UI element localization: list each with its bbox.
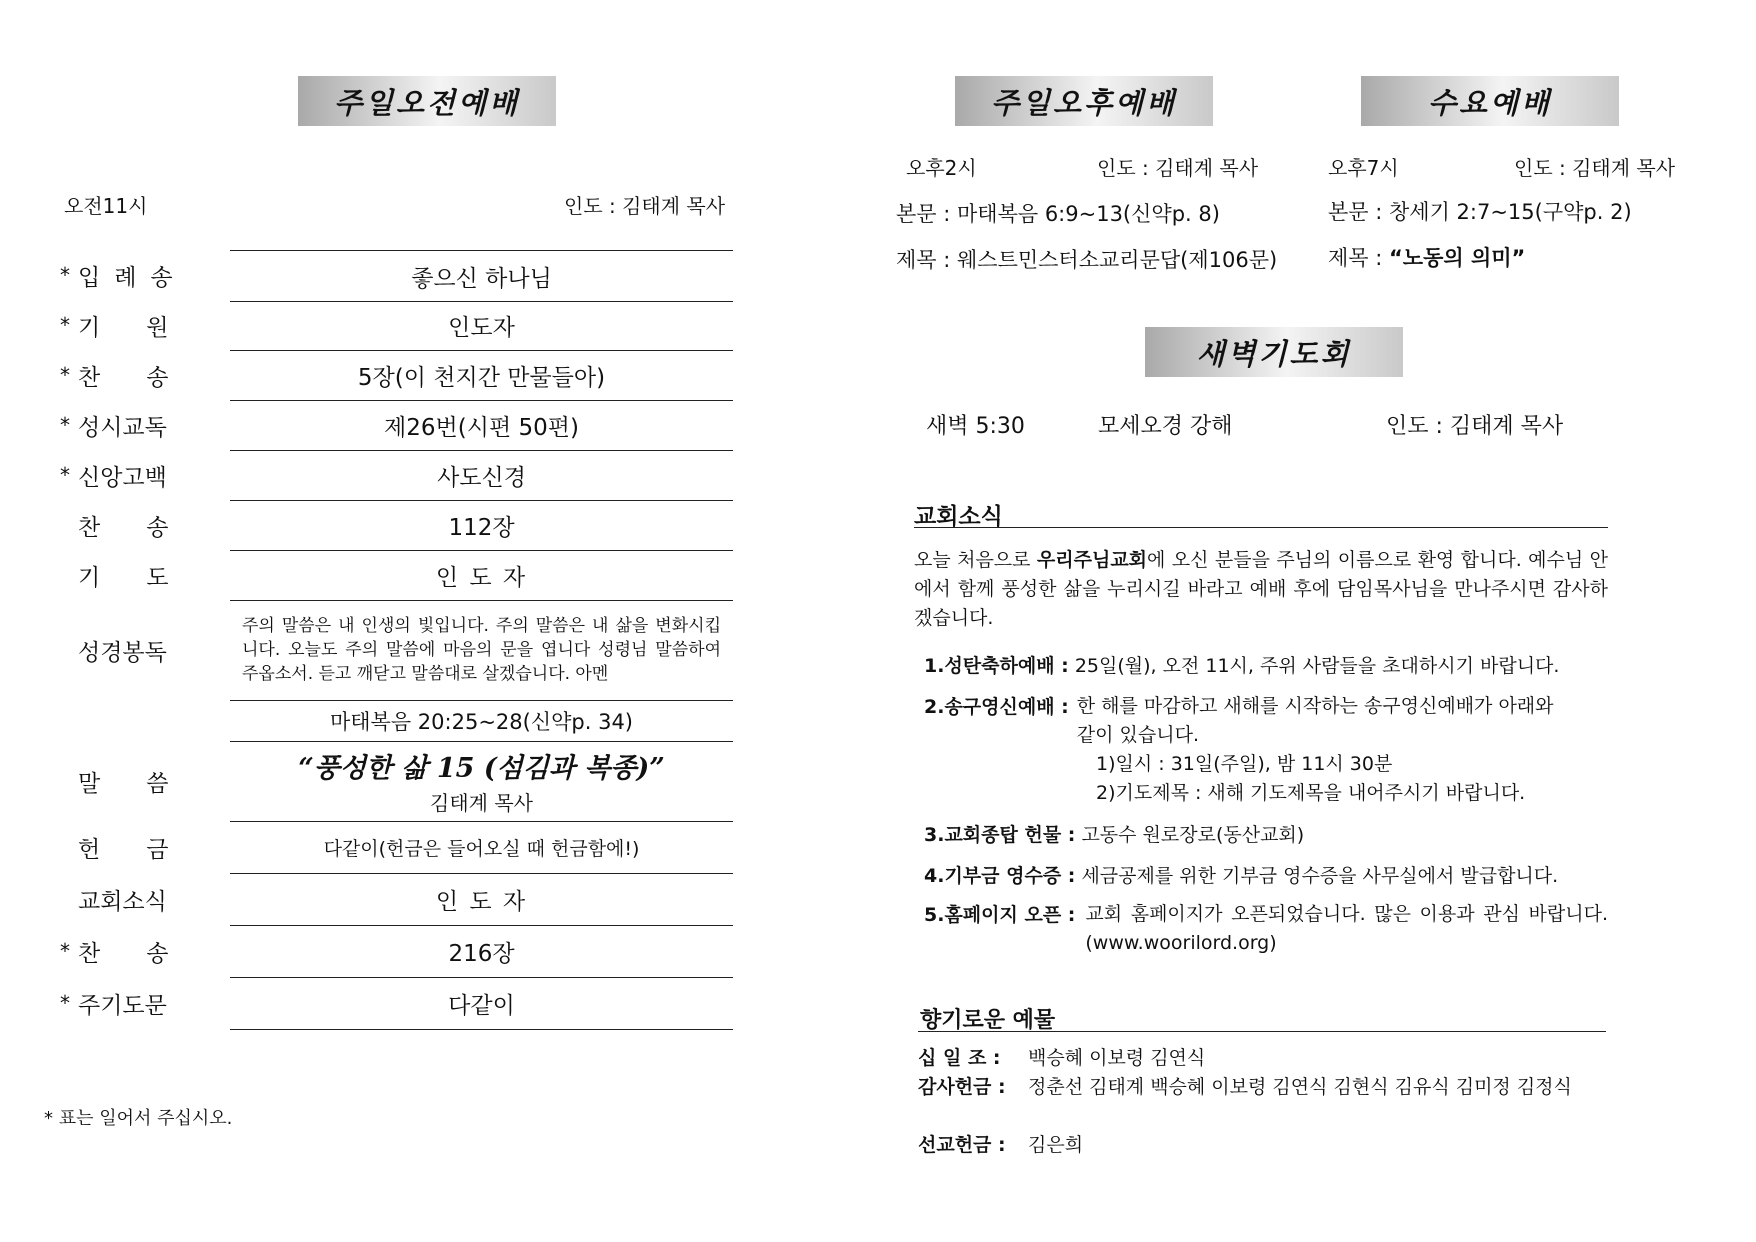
order-row-scripture xyxy=(60,600,730,700)
order-label: 찬송 xyxy=(78,514,215,541)
order-value: 112장 xyxy=(230,500,733,551)
order-value: 다같이(헌금은 들어오실 때 헌금함에!) xyxy=(230,821,733,874)
order-label: 성경봉독 xyxy=(78,639,167,666)
order-row xyxy=(60,873,730,925)
afternoon-text: 본문 : 마태복음 6:9~13(신약p. 8) xyxy=(896,202,1220,226)
dawn-content: 모세오경 강해 xyxy=(1098,414,1233,439)
order-label: * 성시교독 xyxy=(60,413,167,441)
order-label: 기도 xyxy=(78,564,215,591)
wednesday-service-title: 수요예배 xyxy=(1361,76,1619,126)
order-value: 다같이 xyxy=(230,977,733,1030)
news-item: 2.송구영신예배 : 한 해를 마감하고 새해를 시작하는 송구영신예배가 아래와 같이 있습니다. 1)일시 : 31일(주일), 밤 11시 30분 2)기도제목 : 새해 기도제목을 내어주시기 바랍니다. xyxy=(924,695,1554,804)
order-value: 좋으신 하나님 xyxy=(230,250,733,302)
order-value: 사도신경 xyxy=(230,450,733,501)
morning-leader: 인도 : 김태계 목사 xyxy=(564,194,726,218)
order-label: 교회소식 xyxy=(78,888,167,915)
sermon-title: “풍성한 삶 15 (섬김과 복종)” xyxy=(298,753,665,784)
order-row xyxy=(60,500,730,550)
offering-title: 향기로운 예물 xyxy=(920,1008,1056,1033)
order-label: * 주기도문 xyxy=(60,991,167,1019)
order-label: 헌금 xyxy=(78,836,215,863)
order-row xyxy=(60,350,730,400)
order-row xyxy=(60,300,730,350)
sermon-cell xyxy=(230,741,733,822)
order-row xyxy=(60,925,730,977)
news-intro: 오늘 처음으로 우리주님교회에 오신 분들을 주님의 이름으로 환영 합니다. 예수님 안에서 함께 풍성한 삶을 누리시길 바라고 예배 후에 담임목사님을 만나주시면 감사하겠습니다. xyxy=(914,549,1608,629)
dawn-leader: 인도 : 김태계 목사 xyxy=(1386,414,1564,439)
order-label: * 기원 xyxy=(60,313,215,341)
offering-row: 감사헌금 : 정춘선 김태계 백승혜 이보령 김연식 김현식 김유식 김미정 김정식 xyxy=(918,1076,1572,1098)
order-value: 인도자 xyxy=(230,300,733,351)
news-item: 1.성탄축하예배 : 25일(월), 오전 11시, 주위 사람들을 초대하시기 바랍니다. xyxy=(924,655,1560,677)
wednesday-text: 본문 : 창세기 2:7~15(구약p. 2) xyxy=(1328,200,1632,224)
afternoon-service-title: 주일오후예배 xyxy=(955,76,1213,126)
order-row xyxy=(60,450,730,500)
morning-time: 오전11시 xyxy=(64,194,148,218)
offering-row: 선교헌금 : 김은희 xyxy=(918,1134,1084,1156)
wednesday-leader: 인도 : 김태계 목사 xyxy=(1514,156,1676,180)
scripture-passage: 마태복음 20:25~28(신약p. 34) xyxy=(230,700,733,742)
order-value: 216장 xyxy=(230,925,733,978)
morning-service-title: 주일오전예배 xyxy=(298,76,556,126)
afternoon-subject: 제목 : 웨스트민스터소교리문답(제106문) xyxy=(896,248,1278,272)
order-row xyxy=(60,821,730,873)
wednesday-subject: 제목 : “노동의 의미” xyxy=(1328,246,1526,270)
order-label: * 찬송 xyxy=(60,363,215,391)
order-value: 5장(이 천지간 만물들아) xyxy=(230,350,733,401)
order-value: 제26번(시편 50편) xyxy=(230,400,733,451)
order-row xyxy=(60,250,730,300)
order-value: 인 도 자 xyxy=(230,550,733,601)
order-label: * 찬송 xyxy=(60,939,215,967)
news-item: 3.교회종탑 헌물 : 고동수 원로장로(동산교회) xyxy=(924,824,1305,846)
order-row xyxy=(60,400,730,450)
dawn-prayer-title: 새벽기도회 xyxy=(1145,327,1403,377)
offering-divider xyxy=(918,1031,1606,1032)
order-of-worship xyxy=(60,250,730,1029)
order-label: * 입례송 xyxy=(60,263,187,291)
sermon-preacher: 김태계 목사 xyxy=(430,791,533,815)
order-row-sermon xyxy=(60,741,730,821)
news-divider xyxy=(914,527,1608,528)
news-item: 4.기부금 영수증 : 세금공제를 위한 기부금 영수증을 사무실에서 발급합니다. xyxy=(924,865,1559,887)
wednesday-time: 오후7시 xyxy=(1328,156,1399,180)
order-row xyxy=(60,977,730,1029)
dawn-time: 새벽 5:30 xyxy=(926,414,1025,439)
order-value: 인 도 자 xyxy=(230,873,733,926)
order-row-passage xyxy=(60,700,730,741)
order-row xyxy=(60,550,730,600)
news-item: 5.홈페이지 오픈 : 교회 홈페이지가 오픈되었습니다. 많은 이용과 관심 바랍니다.(www.woorilord.org) xyxy=(924,903,1608,954)
afternoon-leader: 인도 : 김태계 목사 xyxy=(1097,156,1259,180)
standing-footnote: * 표는 일어서 주십시오. xyxy=(44,1108,233,1129)
afternoon-time: 오후2시 xyxy=(906,156,977,180)
order-label: 말씀 xyxy=(78,770,215,797)
order-label: * 신앙고백 xyxy=(60,463,167,491)
scripture-prayer: 주의 말씀은 내 인생의 빛입니다. 주의 말씀은 내 삶을 변화시킵니다. 오늘도 주의 말씀에 마음의 문을 엽니다 성령님 말씀하여 주옵소서. 듣고 깨닫고 말씀대로 살겠습니다. 아멘 xyxy=(230,600,733,701)
news-title: 교회소식 xyxy=(914,504,1003,530)
offering-row: 십 일 조 : 백승혜 이보령 김연식 xyxy=(918,1047,1206,1069)
